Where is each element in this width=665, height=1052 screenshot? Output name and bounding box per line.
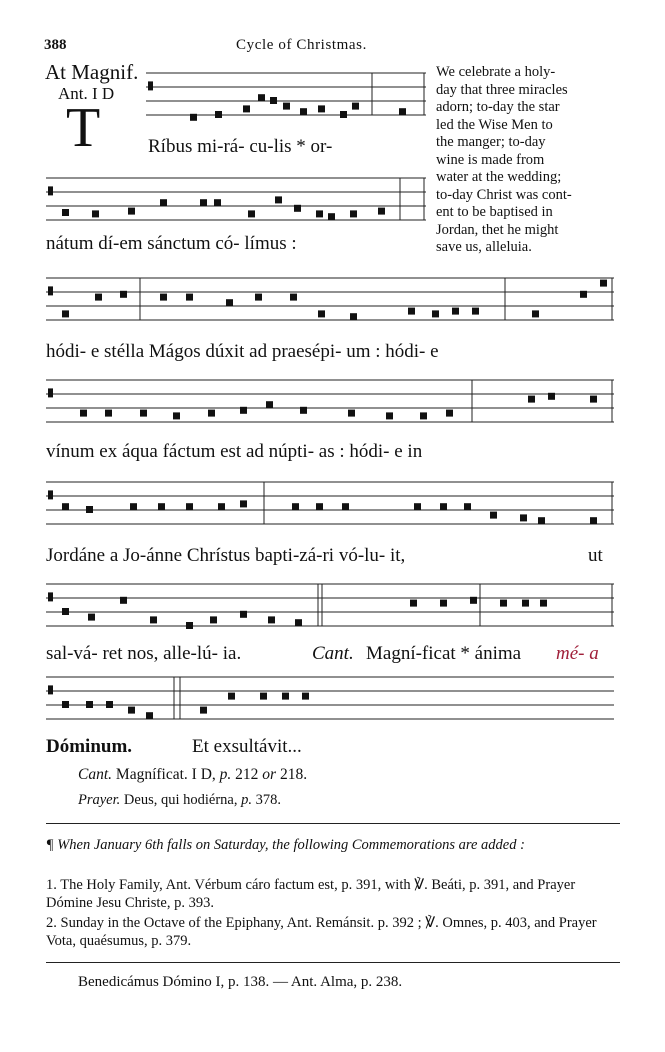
translation-line: water at the wedding; — [436, 169, 562, 185]
clef-mark — [48, 388, 53, 397]
neume-note — [62, 310, 69, 317]
lyric-exsultavit: Et exsultávit... — [192, 736, 302, 757]
clef-mark — [48, 286, 53, 295]
lyric-dominum: Dóminum. — [46, 736, 133, 757]
neume-note — [95, 294, 102, 301]
commemoration-item-1: 1. The Holy Family, Ant. Vérbum cáro factum est, p. 391, with ℣. Beáti, p. 391, and Prayer Dómine Jesu Christe, p. 393. — [46, 877, 576, 911]
prayer-reference: Prayer. Deus, qui hodiérna, p. 378. — [78, 792, 281, 808]
translation-line: to-day Christ was cont- — [436, 186, 572, 203]
clef-mark — [48, 592, 53, 601]
neume-note — [378, 208, 385, 215]
neume-note — [80, 410, 87, 417]
translation-line: day that three miracles — [436, 81, 568, 98]
neume-note — [282, 693, 289, 700]
translation-line: led the Wise Men to — [436, 116, 553, 133]
neume-note — [420, 412, 427, 419]
translation-line: We celebrate a holy- — [436, 64, 556, 80]
section-divider — [46, 823, 620, 824]
neume-note — [270, 97, 277, 104]
neume-note — [520, 514, 527, 521]
neume-note — [294, 205, 301, 212]
cant-reference: Cant. Magníficat. I D, p. 212 or 218. — [78, 766, 308, 783]
neume-note — [318, 105, 325, 112]
neume-note — [92, 210, 99, 217]
neume-note — [590, 517, 597, 524]
neume-note — [240, 611, 247, 618]
neume-note — [295, 619, 302, 626]
neume-note — [340, 111, 347, 118]
neume-note — [300, 407, 307, 414]
antiphon-label: At Magnif. — [45, 60, 139, 84]
neume-note — [532, 310, 539, 317]
neume-note — [266, 401, 273, 408]
neume-note — [522, 600, 529, 607]
neume-note — [432, 310, 439, 317]
neume-note — [160, 294, 167, 301]
neume-note — [414, 503, 421, 510]
commemoration-item-2: 2. Sunday in the Octave of the Epiphany, Ant. Remánsit. p. 392 ; ℣. Omnes, p. 403, and Prayer Vota, quaésumus, p. 379. — [46, 915, 597, 949]
footer-text: Benedicámus Dómino I, p. 138. — Ant. Alma, p. 238. — [78, 974, 403, 990]
neume-note — [386, 412, 393, 419]
neume-note — [128, 208, 135, 215]
neume-note — [62, 701, 69, 708]
clef-mark — [48, 490, 53, 499]
lyric-line-1: Ríbus mi-rá- cu-lis * or- — [148, 136, 333, 157]
neume-note — [186, 503, 193, 510]
neume-note — [464, 503, 471, 510]
neume-note — [218, 503, 225, 510]
neume-note — [130, 503, 137, 510]
page-number: 388 — [44, 37, 67, 53]
neume-note — [472, 308, 479, 315]
lyric-line-4: vínum ex áqua fáctum est ad núpti- as : hódi- e in — [46, 441, 423, 462]
neume-note — [226, 299, 233, 306]
neume-note — [62, 608, 69, 615]
neume-note — [120, 291, 127, 298]
lyric-line-3: hódi- e stélla Mágos dúxit ad praesépi- um : hódi- e — [46, 341, 439, 362]
neume-note — [228, 693, 235, 700]
neume-note — [190, 114, 197, 121]
neume-note — [600, 280, 607, 287]
antiphon-mode: Ant. I D — [58, 84, 115, 103]
neume-note — [240, 500, 247, 507]
neume-note — [62, 503, 69, 510]
neume-note — [548, 393, 555, 400]
clef-mark — [48, 685, 53, 694]
neume-note — [120, 597, 127, 604]
neume-note — [470, 597, 477, 604]
lyric-line-5: Jordáne a Jo-ánne Chrístus bapti-zá-ri vó-lu- it, — [46, 545, 406, 566]
neume-note — [283, 103, 290, 110]
neume-note — [186, 622, 193, 629]
footer-divider — [46, 962, 620, 963]
neume-note — [538, 517, 545, 524]
translation-line: adorn; to-day the star — [436, 99, 560, 115]
neume-note — [446, 410, 453, 417]
neume-note — [215, 111, 222, 118]
neume-note — [146, 712, 153, 719]
neume-note — [490, 512, 497, 519]
neume-note — [62, 209, 69, 216]
neume-note — [316, 210, 323, 217]
clef-mark — [148, 81, 153, 90]
magnificat-incipit: Magní-ficat * ánima — [366, 643, 522, 664]
running-title: Cycle of Christmas. — [236, 37, 367, 53]
neume-note — [302, 693, 309, 700]
neume-note — [128, 707, 135, 714]
neume-note — [173, 412, 180, 419]
lyric-line-6: sal-vá- ret nos, alle-lú- ia. — [46, 643, 242, 664]
neume-note — [88, 614, 95, 621]
neume-note — [248, 210, 255, 217]
neume-note — [350, 210, 357, 217]
neume-note — [86, 701, 93, 708]
neume-note — [500, 600, 507, 607]
translation-line: save us, alleluia. — [436, 239, 532, 255]
commemoration-intro: ¶ When January 6th falls on Saturday, the following Commemorations are added : — [46, 837, 525, 853]
neume-note — [200, 199, 207, 206]
neume-note — [86, 506, 93, 513]
neume-note — [214, 199, 221, 206]
clef-mark — [48, 186, 53, 195]
neume-note — [275, 196, 282, 203]
mea-highlight: mé- a — [556, 643, 599, 664]
neume-note — [528, 396, 535, 403]
neume-note — [258, 94, 265, 101]
neume-note — [268, 616, 275, 623]
neume-note — [328, 213, 335, 220]
neume-note — [208, 410, 215, 417]
neume-note — [106, 701, 113, 708]
neume-note — [590, 396, 597, 403]
neume-note — [210, 616, 217, 623]
neume-note — [440, 503, 447, 510]
cant-label: Cant. — [312, 643, 354, 664]
neume-note — [255, 294, 262, 301]
neume-note — [292, 503, 299, 510]
neume-note — [140, 410, 147, 417]
lyric-line-5-end: ut — [588, 545, 603, 566]
neume-note — [440, 600, 447, 607]
neume-note — [350, 313, 357, 320]
neume-note — [410, 600, 417, 607]
neume-note — [408, 308, 415, 315]
neume-note — [352, 103, 359, 110]
neume-note — [318, 310, 325, 317]
neume-note — [540, 600, 547, 607]
neume-note — [342, 503, 349, 510]
neume-note — [158, 503, 165, 510]
neume-note — [300, 108, 307, 115]
neume-note — [452, 308, 459, 315]
neume-note — [240, 407, 247, 414]
translation-line: Jordan, thet he might — [436, 221, 559, 238]
neume-note — [150, 616, 157, 623]
translation-line: ent to be baptised in — [436, 204, 553, 220]
initial-letter: T — [66, 97, 101, 159]
neume-note — [290, 294, 297, 301]
neume-note — [260, 693, 267, 700]
neume-note — [186, 294, 193, 301]
translation-line: wine is made from — [436, 151, 545, 168]
neume-note — [105, 410, 112, 417]
neume-note — [399, 108, 406, 115]
neume-note — [243, 105, 250, 112]
lyric-line-2: nátum dí-em sánctum có- límus : — [46, 233, 297, 254]
neume-note — [160, 199, 167, 206]
neume-note — [316, 503, 323, 510]
translation-line: the manger; to-day — [436, 134, 546, 150]
neume-note — [200, 707, 207, 714]
neume-note — [580, 291, 587, 298]
neume-note — [348, 410, 355, 417]
